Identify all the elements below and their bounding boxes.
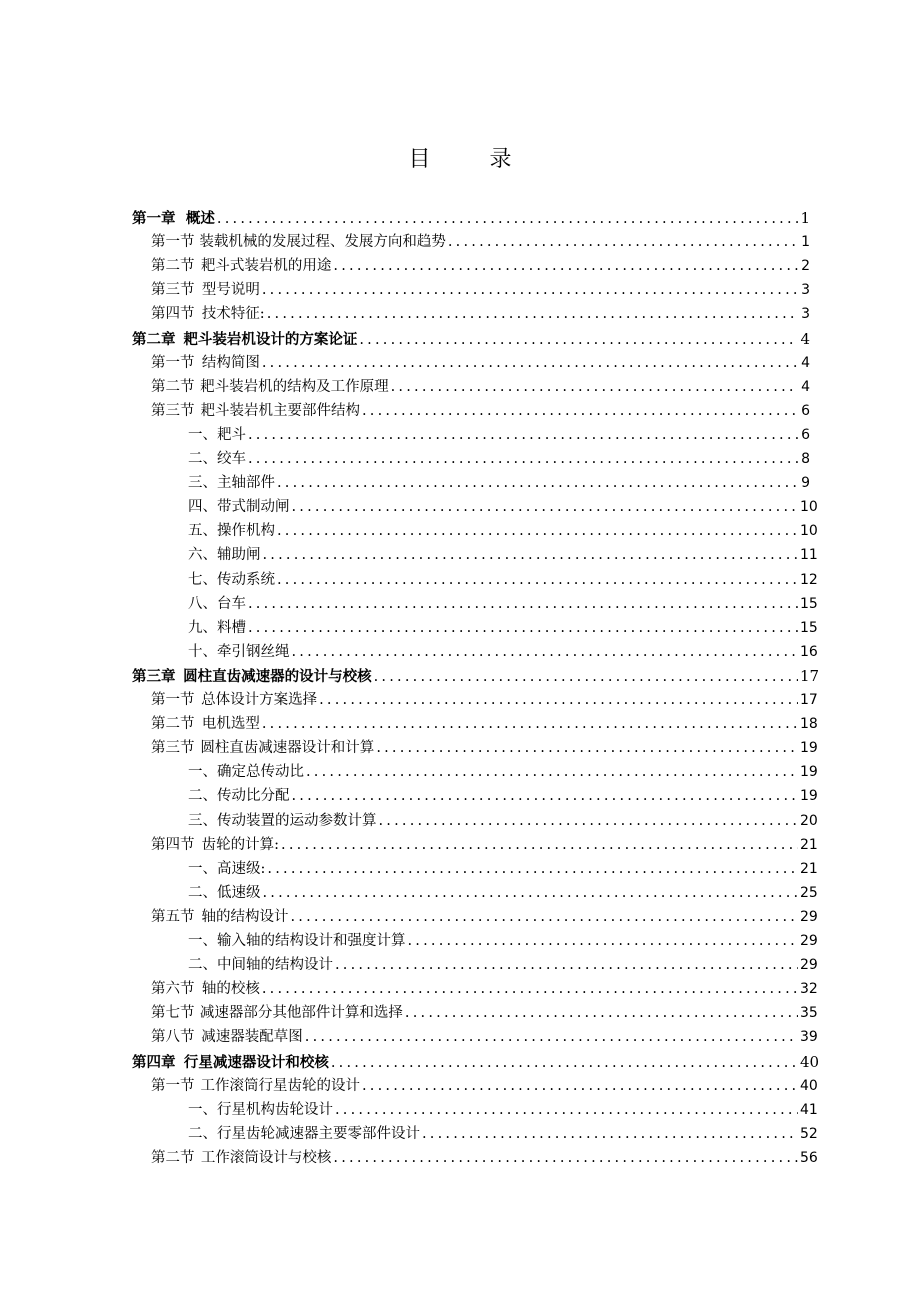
toc-page-number: 35 — [800, 1005, 818, 1022]
toc-subsection-entry — [188, 423, 810, 447]
toc-page-number: 17 — [800, 666, 820, 685]
toc-subsection-entry — [188, 1098, 818, 1122]
toc-section-entry — [151, 254, 810, 278]
toc-subsection-entry — [188, 543, 818, 567]
toc-entry-number: 第一节 — [151, 1077, 195, 1094]
toc-section-entry — [151, 1146, 818, 1170]
toc-dot-leader — [262, 977, 798, 1001]
toc-page-number: 56 — [800, 1149, 818, 1166]
toc-subsection-entry — [188, 881, 818, 905]
toc-page-number: 16 — [800, 643, 818, 660]
toc-dot-leader — [217, 207, 798, 231]
toc-dot-leader — [248, 616, 798, 640]
toc-entry-number: 第八节 — [151, 1029, 195, 1046]
toc-page-number: 10 — [800, 499, 818, 516]
toc-entry-label: 三、主轴部件 — [188, 475, 275, 492]
toc-entry-label: 总体设计方案选择 — [201, 692, 318, 708]
toc-page-number: 15 — [800, 619, 818, 636]
toc-dot-leader — [262, 278, 798, 302]
toc-section-entry — [151, 977, 818, 1001]
toc-dot-leader — [306, 760, 798, 784]
toc-entry-label: 二、传动比分配 — [188, 788, 290, 805]
toc-page-number: 29 — [800, 933, 818, 949]
toc-section-entry — [151, 278, 810, 302]
toc-page-number: 1 — [801, 234, 810, 251]
toc-entry-label: 一、输入轴的结构设计和强度计算 — [188, 933, 406, 949]
toc-section-entry — [151, 833, 818, 857]
toc-entry-number: 第三节 — [151, 402, 195, 419]
toc-subsection-entry — [188, 809, 818, 833]
toc-page-number: 29 — [800, 908, 818, 925]
toc-subsection-entry — [188, 760, 818, 784]
toc-entry-label: 耙斗式装岩机的用途 — [200, 258, 332, 275]
toc-page-number: 3 — [801, 282, 810, 299]
toc-entry-label: 型号说明 — [201, 282, 260, 299]
toc-dot-leader — [281, 833, 798, 857]
toc-page-number: 19 — [800, 788, 818, 805]
toc-page-number: 25 — [800, 884, 818, 901]
toc-dot-leader — [277, 519, 798, 543]
toc-dot-leader — [391, 375, 798, 399]
toc-section-entry — [151, 905, 818, 929]
toc-entry-label: 结构简图 — [201, 354, 260, 371]
toc-entry-label: 二、绞车 — [188, 451, 246, 467]
toc-page-number: 19 — [800, 740, 818, 757]
toc-page-number: 11 — [800, 547, 818, 564]
toc-page-number: 32 — [800, 981, 818, 998]
toc-entry-label: 工作滚筒设计与校核 — [200, 1149, 332, 1166]
toc-entry-label: 行星减速器设计和校核 — [183, 1053, 329, 1071]
toc-entry-label: 二、中间轴的结构设计 — [188, 957, 333, 974]
toc-subsection-entry — [188, 640, 818, 664]
toc-subsection-entry — [188, 447, 810, 471]
toc-entry-number: 第二节 — [151, 1149, 195, 1166]
toc-chapter-entry — [132, 1050, 820, 1074]
toc-page-number: 15 — [800, 595, 818, 612]
toc-section-entry — [151, 230, 810, 254]
toc-entry-label: 六、辅助闸 — [188, 547, 261, 564]
toc-entry-number: 第二节 — [151, 378, 195, 395]
toc-dot-leader — [359, 328, 798, 352]
toc-section-entry — [151, 375, 810, 399]
toc-dot-leader — [335, 1098, 798, 1122]
toc-dot-leader — [292, 784, 799, 808]
toc-subsection-entry — [188, 471, 810, 495]
toc-subsection-entry — [188, 953, 818, 977]
toc-page-number: 29 — [800, 957, 818, 974]
toc-entry-label: 齿轮的计算: — [201, 836, 280, 853]
toc-entry-label: 减速器装配草图 — [201, 1029, 303, 1046]
toc-subsection-entry — [188, 495, 818, 519]
toc-dot-leader — [277, 568, 798, 592]
toc-dot-leader — [248, 592, 798, 616]
toc-dot-leader — [448, 230, 798, 254]
toc-entry-number: 第四章 — [132, 1053, 176, 1071]
toc-entry-number: 第二章 — [132, 330, 176, 348]
toc-dot-leader — [408, 929, 799, 953]
toc-page-number: 20 — [800, 812, 818, 829]
toc-dot-leader — [362, 1074, 798, 1098]
toc-page-number: 6 — [801, 402, 810, 419]
toc-entry-number: 第五节 — [151, 908, 195, 925]
toc-subsection-entry — [188, 1122, 818, 1146]
toc-entry-label: 电机选型 — [201, 716, 260, 733]
toc-subsection-entry — [188, 616, 818, 640]
toc-page-number: 39 — [800, 1029, 818, 1046]
toc-entry-label: 一、确定总传动比 — [188, 764, 304, 781]
toc-entry-label: 圆柱直齿减速器设计和计算 — [200, 740, 375, 757]
toc-section-entry — [151, 736, 818, 760]
toc-entry-label: 圆柱直齿减速器的设计与校核 — [183, 667, 372, 685]
toc-dot-leader — [248, 447, 798, 471]
toc-dot-leader — [263, 881, 799, 905]
toc-entry-number: 第二节 — [151, 258, 195, 275]
toc-page-number: 2 — [801, 258, 810, 275]
toc-entry-label: 三、传动装置的运动参数计算 — [188, 812, 377, 829]
toc-entry-label: 二、行星齿轮减速器主要零部件设计 — [188, 1125, 420, 1142]
toc-dot-leader — [379, 809, 799, 833]
toc-subsection-entry — [188, 929, 818, 953]
toc-entry-label: 装载机械的发展过程、发展方向和趋势 — [199, 234, 446, 251]
toc-page-number: 52 — [800, 1125, 818, 1142]
toc-page-number: 40 — [800, 1077, 818, 1094]
toc-chapter-entry — [132, 206, 810, 230]
toc-dot-leader — [305, 1025, 798, 1049]
toc-page-number: 10 — [800, 523, 818, 540]
toc-dot-leader — [335, 953, 798, 977]
toc-subsection-entry — [188, 568, 818, 592]
toc-section-entry — [151, 1025, 818, 1049]
toc-entry-number: 第三章 — [132, 667, 176, 685]
toc-entry-label: 概述 — [185, 210, 215, 227]
toc-entry-label: 一、高速级: — [188, 860, 266, 877]
toc-page-number: 41 — [800, 1101, 818, 1118]
toc-entry-number: 第三节 — [151, 740, 195, 757]
toc-dot-leader — [319, 688, 798, 712]
toc-dot-leader — [422, 1122, 798, 1146]
toc-entry-label: 工作滚筒行星齿轮的设计 — [200, 1077, 360, 1094]
toc-entry-label: 七、传动系统 — [188, 571, 275, 588]
toc-page-number: 3 — [801, 306, 810, 323]
toc-entry-number: 第七节 — [151, 1005, 195, 1022]
toc-dot-leader — [263, 543, 799, 567]
toc-page-number: 6 — [801, 426, 810, 443]
toc-page-number: 40 — [800, 1052, 820, 1071]
toc-section-entry — [151, 1001, 818, 1025]
toc-section-entry — [151, 688, 818, 712]
toc-dot-leader — [374, 665, 798, 689]
toc-dot-leader — [292, 495, 799, 519]
toc-entry-number: 第三节 — [151, 282, 195, 299]
toc-subsection-entry — [188, 592, 818, 616]
toc-entry-label: 轴的结构设计 — [201, 908, 289, 925]
toc-page-number: 4 — [801, 354, 810, 371]
toc-subsection-entry — [188, 857, 818, 881]
toc-section-entry — [151, 302, 810, 326]
toc-page-number: 9 — [801, 475, 810, 492]
toc-dot-leader — [405, 1001, 798, 1025]
toc-entry-label: 耙斗装岩机主要部件结构 — [200, 402, 360, 419]
toc-dot-leader — [331, 1051, 798, 1075]
toc-entry-label: 五、操作机构 — [188, 523, 275, 540]
toc-dot-leader — [267, 302, 798, 326]
toc-chapter-entry — [132, 664, 820, 688]
toc-section-entry — [151, 712, 818, 736]
toc-entry-label: 耙斗装岩机设计的方案论证 — [183, 330, 358, 348]
toc-page-number: 1 — [800, 209, 810, 227]
toc-dot-leader — [333, 254, 798, 278]
toc-entry-label: 九、料槽 — [188, 619, 246, 636]
toc-page-number: 19 — [800, 764, 818, 781]
toc-dot-leader — [362, 399, 798, 423]
toc-page-number: 4 — [801, 378, 810, 395]
toc-dot-leader — [277, 471, 798, 495]
toc-entry-label: 减速器部分其他部件计算和选择 — [199, 1005, 403, 1022]
toc-entry-number: 第六节 — [151, 981, 195, 998]
toc-section-entry — [151, 351, 810, 375]
toc-entry-number: 第一章 — [132, 210, 176, 227]
toc-entry-label: 耙斗装岩机的结构及工作原理 — [200, 378, 389, 395]
toc-dot-leader — [262, 712, 798, 736]
toc-page-number: 4 — [800, 329, 810, 348]
toc-entry-label: 一、耙斗 — [188, 426, 246, 443]
toc-section-entry — [151, 399, 810, 423]
toc-title: 目 录 — [408, 147, 538, 172]
toc-page-number: 18 — [800, 716, 818, 733]
toc-entry-label: 十、牵引钢丝绳 — [188, 643, 290, 660]
toc-page-number: 17 — [800, 692, 818, 708]
toc-dot-leader — [290, 905, 798, 929]
toc-entry-number: 第四节 — [151, 836, 195, 853]
toc-subsection-entry — [188, 784, 818, 808]
toc-entry-label: 八、台车 — [188, 595, 246, 612]
toc-entry-number: 第二节 — [151, 716, 195, 733]
toc-subsection-entry — [188, 519, 818, 543]
toc-entry-label: 轴的校核 — [201, 981, 260, 998]
toc-dot-leader — [262, 351, 798, 375]
toc-entry-number: 第四节 — [151, 306, 195, 323]
toc-dot-leader — [292, 640, 799, 664]
toc-entry-label: 技术特征: — [201, 306, 265, 323]
toc-entry-number: 第一节 — [151, 234, 195, 251]
toc-page-number: 21 — [800, 860, 818, 877]
toc-entry-label: 二、低速级 — [188, 884, 261, 901]
toc-dot-leader — [376, 736, 798, 760]
toc-section-entry — [151, 1074, 818, 1098]
toc-entry-label: 四、带式制动闸 — [188, 499, 290, 516]
toc-dot-leader — [333, 1146, 798, 1170]
toc-page-number: 8 — [801, 451, 810, 467]
toc-entry-number: 第一节 — [151, 354, 195, 371]
toc-chapter-entry — [132, 327, 810, 351]
toc-page-number: 12 — [800, 571, 818, 588]
toc-dot-leader — [248, 423, 798, 447]
toc-page-number: 21 — [800, 836, 818, 853]
toc-entry-label: 一、行星机构齿轮设计 — [188, 1101, 333, 1118]
toc-entry-number: 第一节 — [151, 692, 195, 708]
toc-dot-leader — [267, 857, 798, 881]
